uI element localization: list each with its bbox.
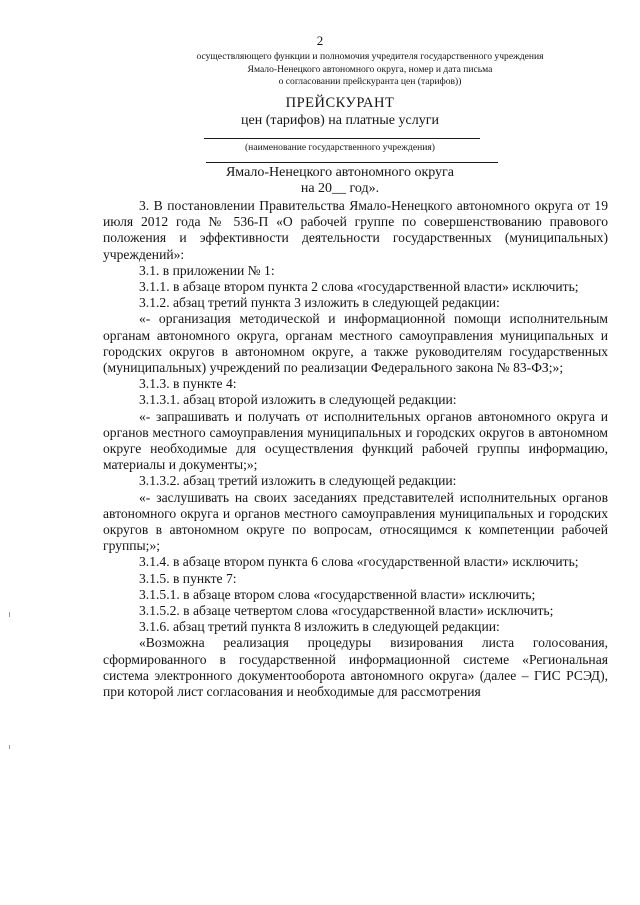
paragraph: 3.1.4. в абзаце втором пункта 6 слова «государственной власти» исключить;	[139, 554, 579, 570]
document-title: ПРЕЙСКУРАНТ	[285, 95, 395, 111]
paragraph: 3.1.2. абзац третий пункта 3 изложить в следующей редакции:	[139, 295, 500, 311]
paragraph: 3.1.3.2. абзац третий изложить в следующей редакции:	[139, 473, 457, 489]
paragraph: 3.1.5. в пункте 7:	[139, 570, 237, 586]
blank-line	[206, 162, 498, 163]
document-body	[103, 198, 608, 700]
paragraph: 3.1.3. в пункте 4:	[139, 376, 237, 392]
paragraph: «Возможна реализация процедуры визирования листа голосования, сформированного в государственной информационной системе «Региональная система электронного документооборота автономного округа» (далее – ГИС РСЭД), при которой лист согласования и необходимые для рассмотрения	[103, 635, 608, 700]
page-number: 2	[316, 33, 324, 48]
header-note	[150, 51, 590, 89]
region-line: Ямало-Ненецкого автономного округа	[225, 165, 455, 180]
header-note-line: о согласовании прейскуранта цен (тарифов))	[278, 76, 462, 87]
paragraph: 3.1. в приложении № 1:	[139, 262, 275, 278]
paragraph: «- заслушивать на своих заседаниях представителей исполнительных органов автономного округа и органов местного самоуправления муниципальных и городских округов в автономном округе по вопросам, относящимся к компетенции рабочей группы;»;	[103, 489, 608, 554]
paragraph: 3.1.5.2. в абзаце четвертом слова «государственной власти» исключить;	[139, 603, 554, 619]
paragraph: 3.1.6. абзац третий пункта 8 изложить в следующей редакции:	[139, 619, 500, 635]
paragraph: 3. В постановлении Правительства Ямало-Ненецкого автономного округа от 19 июля 2012 года № 536-П «О рабочей группе по совершенствованию правового положения и эффективности деятельности государственных (муниципальных) учреждений»:	[103, 198, 608, 262]
region-block	[120, 165, 560, 197]
paragraph: «- запрашивать и получать от исполнительных органов автономного округа и органов местного самоуправления муниципальных и городских округов в автономном округе необходимые для осуществления функций рабочей группы информацию, материалы и документы;»;	[103, 408, 608, 473]
scan-mark	[9, 745, 10, 749]
paragraph: «- организация методической и информационной помощи исполнительным органам автономного округа, органам местного самоуправления муниципальных и городских округов в автономном округе, а также руководителям государственных (муниципальных) учреждений по реализации Федерального закона № 83-ФЗ;»;	[103, 311, 608, 376]
paragraph: 3.1.1. в абзаце втором пункта 2 слова «государственной власти» исключить;	[139, 279, 579, 295]
header-note-line: осуществляющего функции и полномочия учредителя государственного учреждения	[196, 51, 544, 62]
header-note-line: Ямало-Ненецкого автономного округа, номер и дата письма	[247, 63, 493, 75]
paragraph: 3.1.3.1. абзац второй изложить в следующей редакции:	[139, 392, 457, 408]
blank-line	[204, 138, 480, 139]
year-line: на 20__ год».	[300, 181, 380, 196]
paragraph: 3.1.5.1. в абзаце втором слова «государственной власти» исключить;	[139, 586, 536, 602]
document-subtitle: цен (тарифов) на платные услуги	[241, 113, 439, 128]
institution-caption: (наименование государственного учреждения)	[244, 142, 436, 153]
scan-mark	[9, 612, 10, 617]
